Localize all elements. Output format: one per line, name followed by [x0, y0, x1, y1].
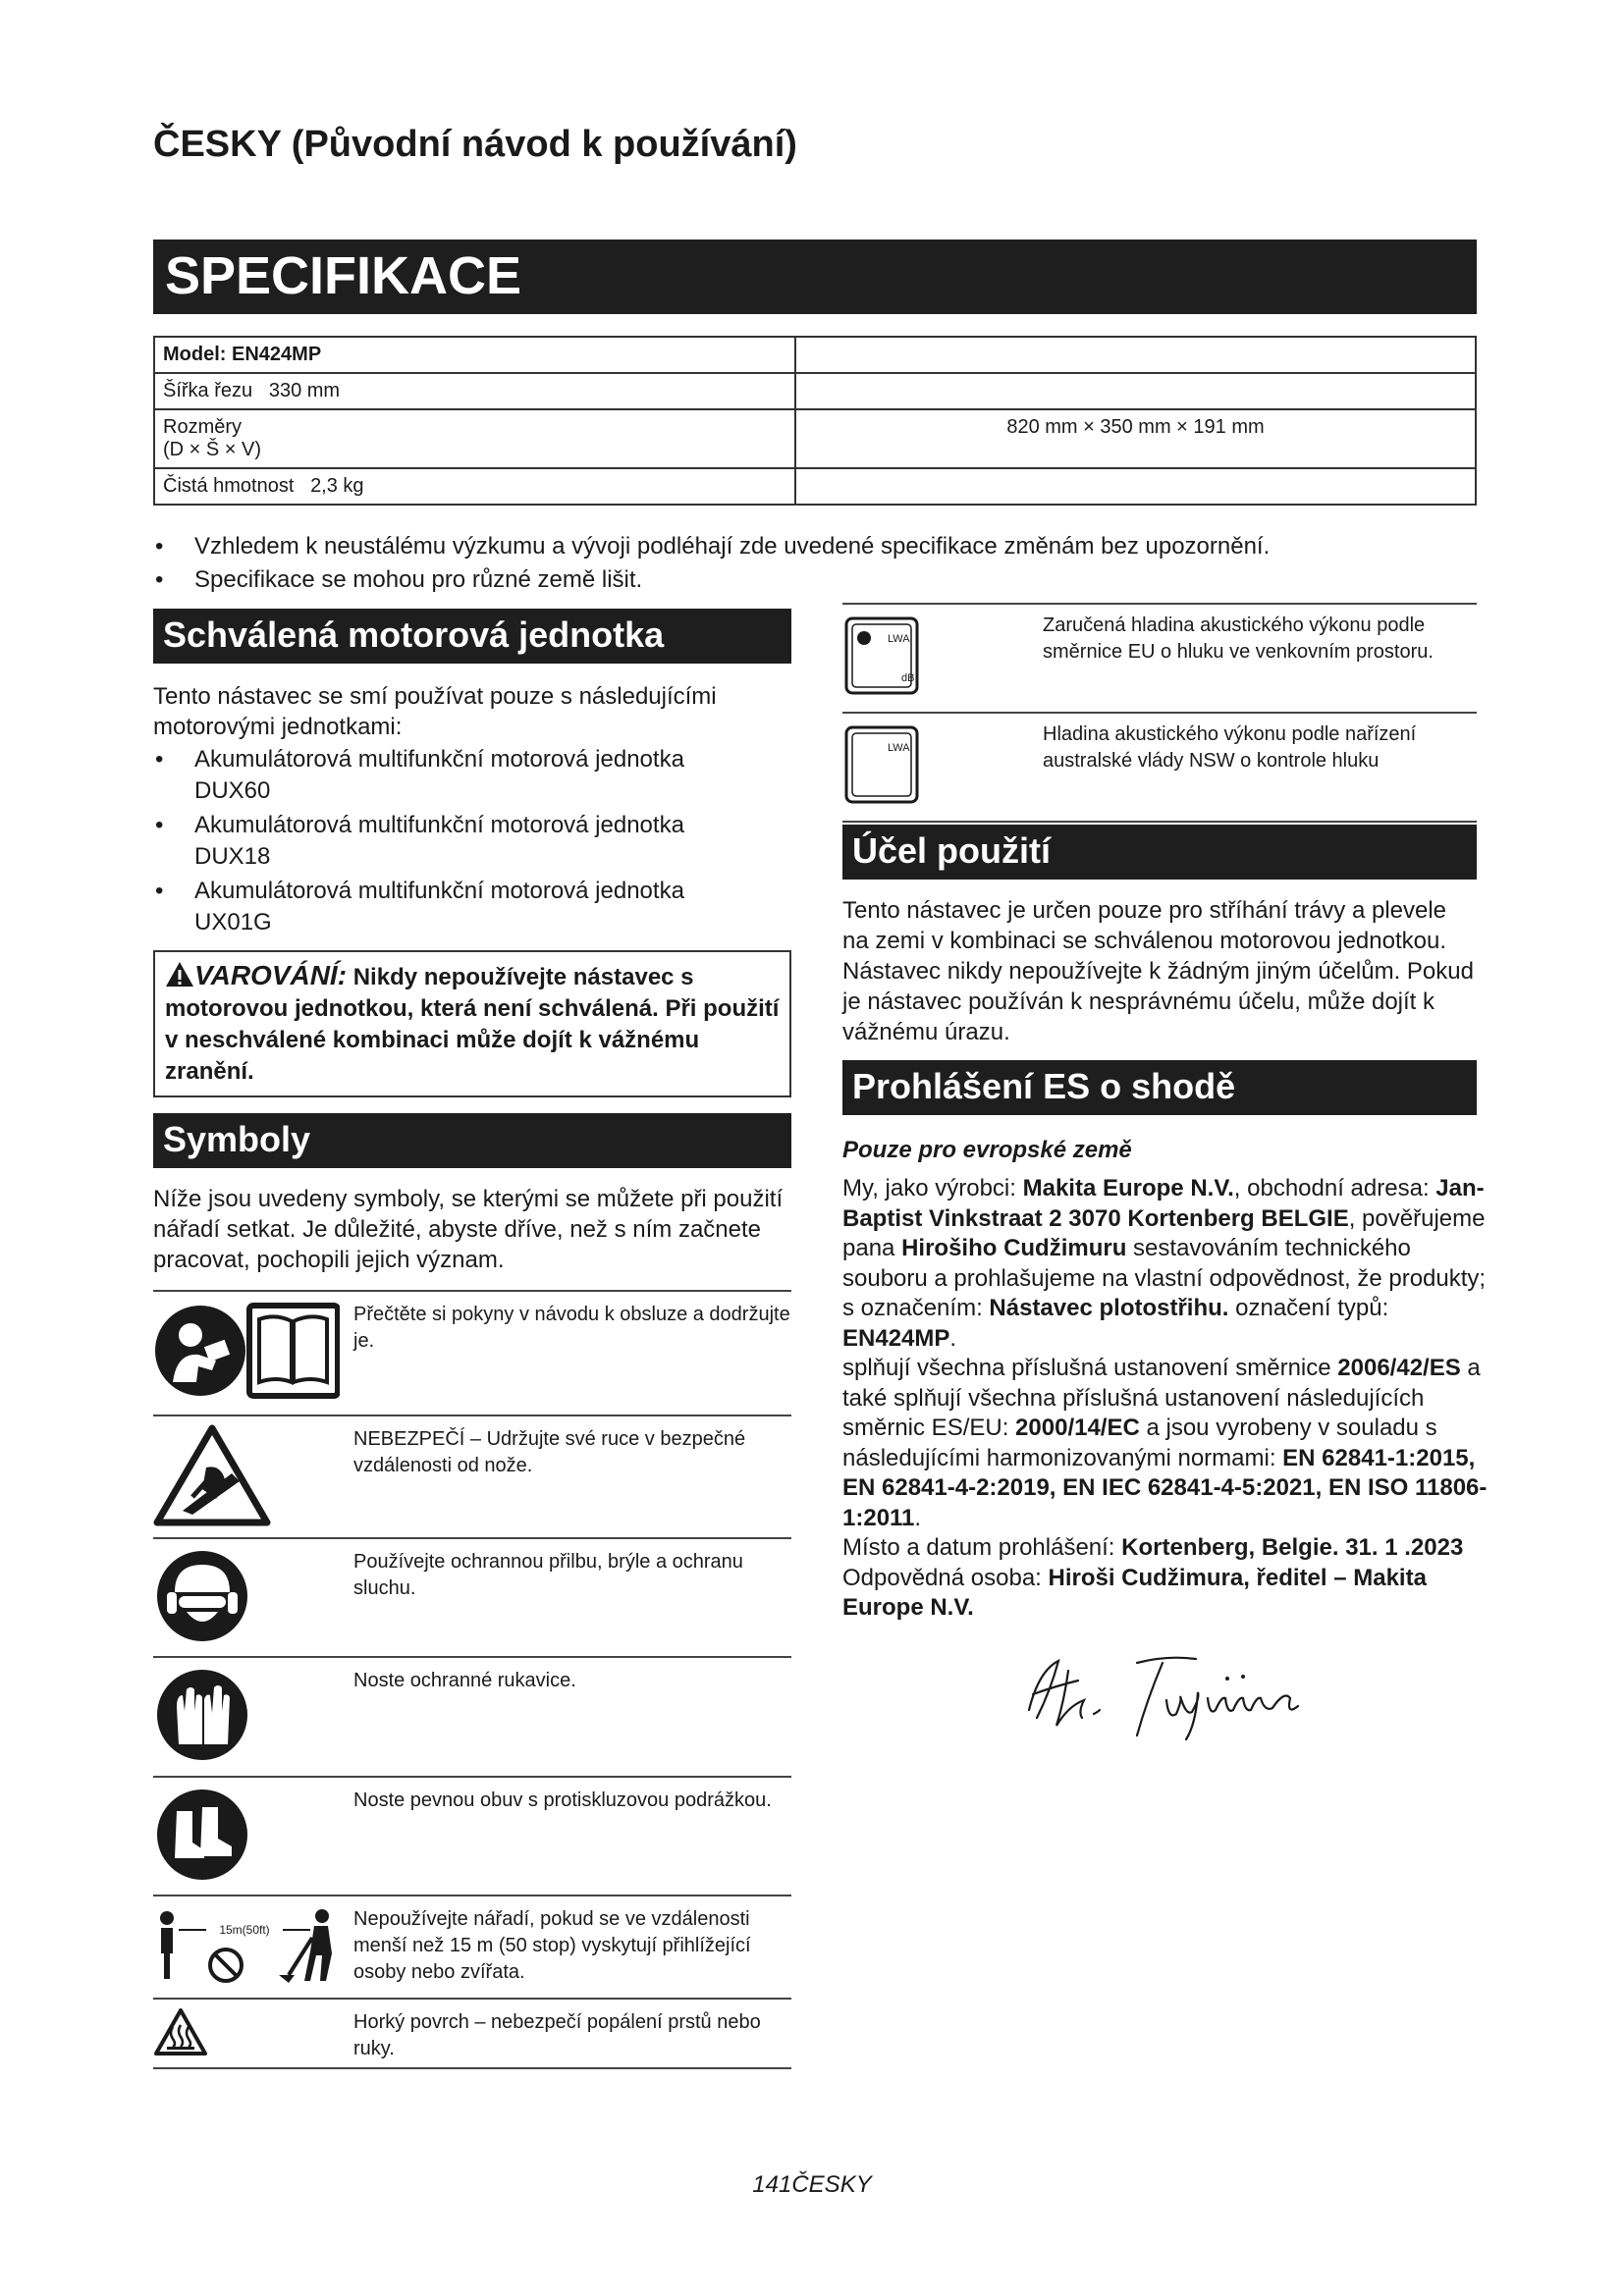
ec-paragraph: Odpovědná osoba: Hiroši Cudžimura, ředitel – Makita Europe N.V.	[842, 1564, 1427, 1621]
model-value: EN424MP	[232, 344, 322, 365]
table-row	[153, 1657, 791, 1777]
table-row	[842, 604, 1477, 713]
table-row	[154, 373, 1476, 409]
specification-notes	[153, 530, 1477, 597]
symbol-description: Horký povrch – nebezpečí popálení prstů nebo ruky.	[350, 1999, 791, 2068]
ec-subtitle: Pouze pro evropské země	[842, 1137, 1132, 1163]
ec-paragraph: My, jako výrobci: Makita Europe N.V., obchodní adresa: Jan-Baptist Vinkstraat 2 3070 Kortenberg BELGIE, pověřujeme pana Hirošiho Cudžimuru sestavováním technického souboru a prohlašujeme na vlastní odpovědnost, že produkty;	[842, 1175, 1487, 1292]
noise-description: Zaručená hladina akustického výkonu podle směrnice EU o hluku ve venkovním prostoru.	[1039, 604, 1477, 713]
warning-icon	[165, 961, 194, 988]
ec-declaration-text	[842, 1174, 1490, 1749]
ec-paragraph: Místo a datum prohlášení: Kortenberg, Belgie. 31. 1 .2023	[842, 1534, 1464, 1561]
model-label: Model:	[163, 344, 227, 365]
noise-symbols-table	[842, 603, 1477, 823]
intended-use-text: Tento nástavec je určen pouze pro stříhání trávy a plevele na zemi v kombinaci se schválenou motorovou jednotkou. Nástavec nikdy nepoužívejte k žádným jiným účelům. Pokud je nástavec používán k nesprávnému účelu, může dojít k vážnému úrazu.	[842, 897, 1474, 1045]
dimensions-label-cell	[154, 409, 795, 468]
symbol-description: Přečtěte si pokyny v návodu k obsluze a dodržujte je.	[350, 1291, 791, 1415]
cutting-width-label: Šířka řezu	[163, 380, 253, 401]
table-row	[153, 1415, 791, 1538]
ec-paragraph: splňují všechna příslušná ustanovení směrnice 2006/42/ES a také splňují všechna příslušná ustanovení následujících směrnic ES/EU: 2000/14/EC a jsou vyrobeny v souladu s následujícími harmonizovanými normami: EN 62841-1:2015, EN 62841-4-2:2019, EN IEC 62841-4-5:2021, EN ISO 11806-1:2011.	[842, 1355, 1488, 1531]
page-title: ČESKY (Původní návod k používání)	[153, 124, 797, 165]
table-row	[153, 1999, 791, 2068]
list-item: • Akumulátorová multifunkční motorová jednotka UX01G	[153, 876, 791, 938]
distance-label: 15m(50ft)	[219, 1923, 270, 1937]
net-weight-cell	[154, 468, 795, 505]
empty-cell	[795, 337, 1476, 373]
lwa-nsw-icon	[842, 723, 921, 806]
table-row	[842, 713, 1477, 822]
symbol-description: Noste ochranné rukavice.	[350, 1657, 791, 1777]
symbol-description: Noste pevnou obuv s protiskluzovou podrážkou.	[350, 1777, 791, 1896]
symbol-description: NEBEZPEČÍ – Udržujte své ruce v bezpečné vzdálenosti od nože.	[350, 1415, 791, 1538]
intended-use-banner: Účel použití	[842, 825, 1477, 880]
page-footer: 141ČESKY	[752, 2171, 872, 2198]
hot-surface-icon	[153, 2007, 208, 2056]
dimensions-label: Rozměry	[163, 416, 243, 438]
warning-box	[153, 950, 791, 1097]
warning-label: VAROVÁNÍ:	[194, 960, 348, 990]
signature	[1000, 1641, 1324, 1749]
symbols-intro: Níže jsou uvedeny symboly, se kterými se můžete při použití nářadí setkat. Je důležité, abyste dříve, než s ním začnete pracovat, pochopili jejich význam.	[153, 1186, 784, 1273]
approved-units-list	[153, 744, 791, 941]
net-weight-value: 2,3 kg	[310, 475, 364, 497]
list-item: • Akumulátorová multifunkční motorová jednotka DUX60	[153, 744, 791, 807]
model-cell	[154, 337, 795, 373]
symbols-banner: Symboly	[153, 1113, 791, 1168]
empty-cell	[795, 373, 1476, 409]
blade-hazard-icon	[153, 1424, 271, 1526]
symbol-description: Nepoužívejte nářadí, pokud se ve vzdálenosti menší než 15 m (50 stop) vyskytují přihlížející osoby nebo zvířata.	[350, 1896, 791, 1999]
table-row	[153, 1896, 791, 1999]
dimensions-value: 820 mm × 350 mm × 191 mm	[795, 409, 1476, 468]
symbols-table	[153, 1290, 791, 2069]
table-row	[154, 409, 1476, 468]
specifications-table	[153, 336, 1477, 506]
symbol-description: Používejte ochrannou přilbu, brýle a ochranu sluchu.	[350, 1538, 791, 1657]
list-item: • Akumulátorová multifunkční motorová jednotka DUX18	[153, 810, 791, 873]
ec-declaration-banner: Prohlášení ES o shodě	[842, 1060, 1477, 1115]
lwa-label: LWA	[888, 742, 910, 754]
table-row	[153, 1291, 791, 1415]
approved-power-unit-banner: Schválená motorová jednotka	[153, 609, 791, 664]
ec-paragraph: s označením: Nástavec plotostřihu. označení typů: EN424MP.	[842, 1295, 1389, 1352]
dimensions-sublabel: (D × Š × V)	[163, 439, 262, 460]
read-manual-icon	[153, 1300, 340, 1404]
lwa-eu-icon	[842, 614, 921, 697]
empty-cell	[795, 468, 1476, 505]
list-item: • Specifikace se mohou pro různé země lišit.	[153, 563, 1477, 597]
approved-intro: Tento nástavec se smí používat pouze s následujícími motorovými jednotkami:	[153, 683, 717, 740]
cutting-width-cell	[154, 373, 795, 409]
net-weight-label: Čistá hmotnost	[163, 475, 295, 497]
table-row	[153, 1538, 791, 1657]
boots-icon	[153, 1786, 251, 1884]
table-row	[154, 337, 1476, 373]
lwa-label: LWA	[888, 633, 910, 645]
table-row	[154, 468, 1476, 505]
noise-description: Hladina akustického výkonu podle nařízení australské vlády NSW o kontrole hluku	[1039, 713, 1477, 822]
specifications-banner: SPECIFIKACE	[153, 240, 1477, 314]
svg-text:dB: dB	[901, 672, 915, 684]
gloves-icon	[153, 1666, 251, 1764]
warning-text: Nikdy nepoužívejte nástavec s motorovou jednotkou, která není schválená. Při použití v neschválené kombinaci může dojít k vážnému zranění.	[165, 964, 780, 1085]
table-row	[153, 1777, 791, 1896]
list-item: • Vzhledem k neustálému výzkumu a vývoji podléhají zde uvedené specifikace změnám bez upozornění.	[153, 530, 1477, 563]
helmet-goggles-ear-icon	[153, 1547, 251, 1645]
cutting-width-value: 330 mm	[268, 380, 341, 401]
keep-distance-icon	[153, 1904, 346, 1987]
